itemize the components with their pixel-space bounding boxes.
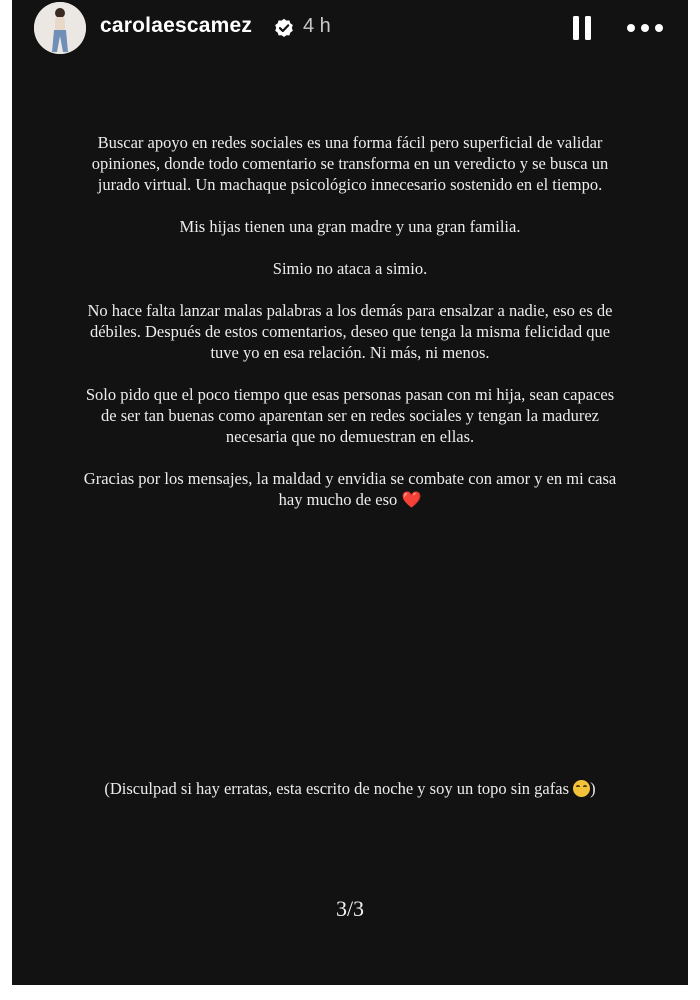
pause-icon[interactable] (570, 14, 596, 42)
more-options-icon[interactable] (625, 22, 665, 34)
username[interactable]: carolaescamez (100, 14, 253, 37)
avatar-image (34, 2, 86, 54)
story-paragraph: Mis hijas tienen una gran madre y una gran familia. (179, 217, 521, 236)
story-paragraph-text: Gracias por los mensajes, la maldad y envidia se combate con amor y en mi casa hay mucho de eso (83, 469, 617, 509)
story-paragraph: Simio no ataca a simio. (272, 259, 428, 278)
heart-emoji-icon: ❤️ (401, 490, 422, 509)
story-message (82, 132, 618, 531)
page-indicator: 3/3 (335, 896, 365, 921)
story-paragraph-last (82, 468, 618, 510)
story-viewer (12, 0, 688, 985)
post-time: 4 h (303, 15, 331, 37)
story-footnote (82, 778, 618, 799)
story-paragraph: Solo pido que el poco tiempo que esas personas pasan con mi hija, sean capaces de ser tan buenas como aparentan ser en redes sociales y tengan la madurez necesaria que no demuestran en ellas. (85, 385, 615, 446)
story-paragraph: Buscar apoyo en redes sociales es una forma fácil pero superficial de validar opiniones, donde todo comentario se transforma en un veredicto y se busca un jurado virtual. Un machaque psicológico innecesario sostenido en el tiempo. (91, 133, 609, 194)
story-header (12, 0, 688, 60)
avatar[interactable] (34, 2, 86, 54)
face-emoji-icon (573, 780, 590, 797)
footnote-text: (Disculpad si hay erratas, esta escrito de noche y soy un topo sin gafas (104, 779, 569, 798)
footnote-close: ) (590, 779, 596, 798)
verified-badge-icon (274, 18, 294, 38)
story-paragraph: No hace falta lanzar malas palabras a los demás para ensalzar a nadie, eso es de débiles. Después de estos comentarios, deseo que tenga la misma felicidad que tuve yo en esa relación. Ni más, ni menos. (87, 301, 613, 362)
